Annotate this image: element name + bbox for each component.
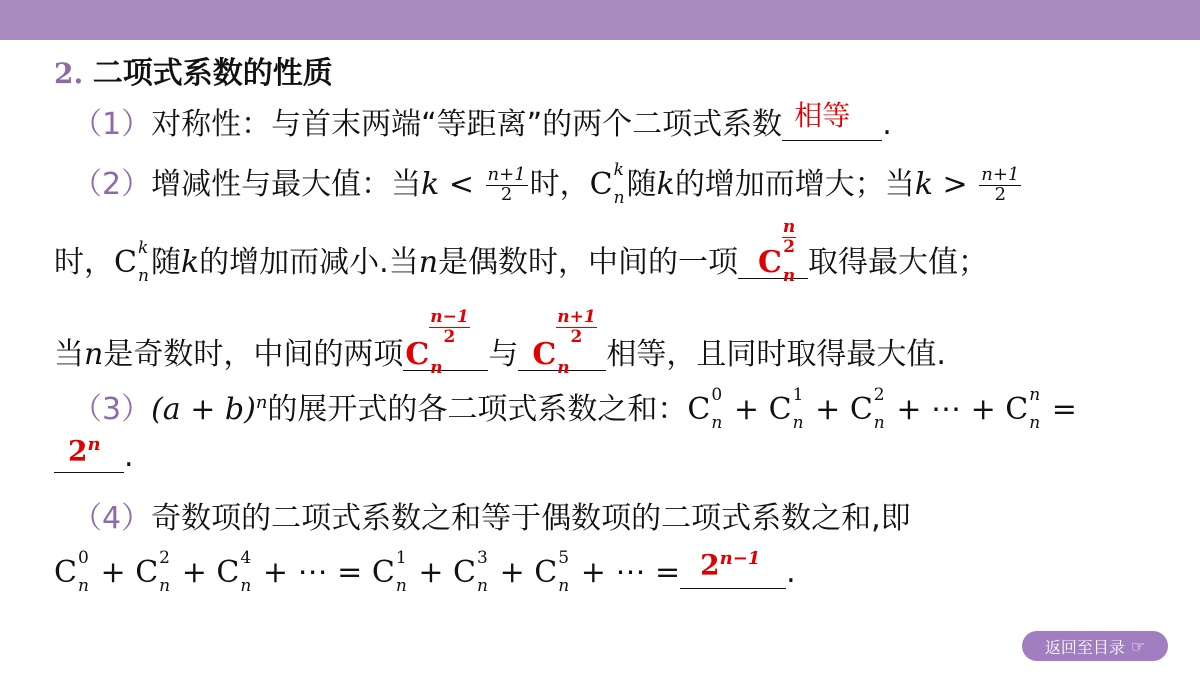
ellipsis: ⋯ (615, 555, 646, 590)
numerator: n−1 (430, 307, 469, 327)
sub: n (137, 266, 149, 286)
text: 奇数项的二项式系数之和等于偶数项的二项式系数之和,即 (151, 501, 911, 536)
sub: n (477, 576, 488, 596)
sup: 0 (77, 548, 89, 568)
fraction-n-plus-1-over-2 (486, 166, 528, 205)
plus: + (100, 555, 126, 590)
property-3-line-1 (72, 385, 1077, 433)
plus: + (580, 555, 606, 590)
fraction-n-plus-1-over-2 (979, 166, 1021, 205)
answer-blank-sum (54, 434, 124, 473)
var-n: n (418, 245, 439, 280)
c: C (1005, 392, 1029, 427)
plus: + (896, 392, 922, 427)
text: 的增加而减小.当 (199, 245, 419, 280)
text: 是奇数时，中间的两项 (103, 337, 404, 372)
property-1 (72, 99, 892, 142)
plus: + (181, 555, 207, 590)
section-title: 二项式系数的性质 (92, 56, 333, 91)
sup: 4 (240, 548, 252, 568)
numerator: n+1 (557, 307, 596, 327)
section-number: 2. (54, 57, 84, 90)
exponent: n−1 (719, 548, 761, 569)
property-3-line-2 (54, 434, 134, 474)
sup: k (137, 238, 149, 258)
sub: n (613, 187, 625, 208)
answer-1: 相等 (794, 99, 851, 132)
pointing-hand-icon: ☞ (1130, 636, 1146, 656)
property-2-line-2 (54, 217, 989, 286)
sup: 3 (477, 548, 488, 568)
sub: n (240, 576, 252, 596)
sup: 0 (711, 385, 723, 405)
var-k: k (421, 166, 440, 202)
sub: n (792, 413, 804, 433)
item-label-4: （4） (72, 501, 152, 536)
text: 的展开式的各二项式系数之和： (267, 392, 688, 427)
sup: 1 (395, 548, 407, 568)
answer-blank-odd-term-a (403, 307, 488, 378)
period: . (786, 555, 796, 590)
c: C (453, 555, 477, 590)
property-4-line-1 (72, 501, 911, 536)
text: 是偶数时，中间的一项 (438, 245, 739, 280)
sup: k (613, 159, 624, 180)
equals: = (1051, 392, 1077, 427)
denominator: 2 (994, 183, 1007, 205)
binomial-c-n-0 (54, 548, 89, 596)
text: 当 (54, 337, 84, 372)
sub: n (77, 576, 89, 596)
base: 2 (700, 548, 720, 582)
c: C (114, 245, 137, 280)
denominator: 2 (570, 326, 583, 347)
superscript-fraction (556, 308, 596, 346)
answer-middle-term (758, 217, 796, 286)
c: C (768, 392, 792, 427)
c: C (216, 555, 240, 590)
c: C (371, 555, 395, 590)
text: 时， (529, 166, 590, 202)
c: C (758, 245, 782, 280)
var-k: k (656, 166, 675, 202)
binomial-c-n-n (1005, 385, 1041, 433)
superscript-fraction (429, 308, 469, 346)
answer-blank-odd-sum (680, 548, 786, 589)
answer-blank-odd-term-b (518, 307, 606, 378)
item-label-3: （3） (72, 392, 152, 427)
exponent: n (255, 392, 268, 413)
sub: n (430, 358, 443, 378)
less-than: < (448, 166, 474, 202)
sup: 2 (159, 548, 170, 568)
c: C (687, 392, 711, 427)
binomial-c-n-4 (216, 548, 252, 596)
back-to-contents-label: 返回至目录 (1044, 637, 1125, 657)
sup: 1 (792, 385, 804, 405)
answer-blank-middle-term (738, 217, 808, 286)
c: C (54, 555, 77, 590)
property-4-line-2 (54, 548, 796, 596)
text: 随 (150, 245, 181, 280)
back-to-contents-button[interactable] (1022, 631, 1168, 661)
sub: n (395, 576, 407, 596)
superscript-fraction (782, 218, 796, 256)
expression-a-plus-b (151, 392, 267, 427)
numerator: n+1 (981, 164, 1020, 185)
property-1-text: 对称性：与首末两端“等距离”的两个二项式系数 (151, 107, 783, 142)
sup: 2 (873, 385, 885, 405)
numerator: n (782, 217, 796, 237)
period: . (882, 107, 892, 142)
binomial-c-n-1 (371, 548, 407, 596)
plus: + (970, 392, 996, 427)
base: 2 (68, 434, 88, 468)
answer-odd-term-a (405, 307, 469, 378)
sup: n (1029, 385, 1041, 405)
plus: + (418, 555, 444, 590)
plus: + (815, 392, 841, 427)
binomial-c-n-2 (135, 548, 171, 596)
answer-sum (68, 434, 101, 468)
sup: 5 (558, 548, 570, 568)
equals: = (655, 555, 681, 590)
text: 增减性与最大值：当 (151, 166, 422, 202)
answer-odd-sum (700, 548, 761, 582)
text: 取得最大值； (808, 245, 989, 280)
binomial-c-n-k (589, 159, 625, 208)
sub: n (159, 576, 171, 596)
denominator: 2 (783, 236, 796, 257)
sub: n (873, 413, 885, 433)
binomial-c-n-3 (453, 548, 488, 596)
equals: = (337, 555, 363, 590)
sub: n (1029, 413, 1041, 433)
plus: + (499, 555, 525, 590)
answer-odd-term-b (532, 307, 596, 378)
item-label-2: （2） (72, 166, 152, 202)
binomial-c-n-1 (768, 385, 804, 433)
c: C (849, 392, 873, 427)
exponent: n (87, 434, 101, 455)
c: C (135, 555, 159, 590)
text: 时， (54, 245, 114, 280)
c: C (534, 555, 558, 590)
text: 相等，且同时取得最大值. (606, 337, 946, 372)
c: C (589, 166, 613, 202)
numerator: n+1 (487, 164, 526, 185)
sub: n (557, 358, 570, 378)
c: C (532, 337, 557, 372)
top-banner (0, 0, 1200, 40)
text: 的增加而增大；当 (674, 166, 915, 202)
period: . (124, 439, 134, 474)
plus: + (733, 392, 760, 427)
text: 与 (488, 337, 519, 372)
binomial-c-n-5 (534, 548, 570, 596)
plus: + (262, 555, 289, 590)
property-2-line-3 (54, 307, 946, 378)
var-k: k (914, 166, 933, 202)
greater-than: > (942, 166, 968, 202)
sub: n (782, 266, 796, 286)
c: C (405, 337, 430, 372)
binomial-c-n-2 (849, 385, 885, 433)
binomial-c-n-0 (687, 385, 723, 433)
section-heading (54, 56, 333, 91)
sub: n (711, 413, 723, 433)
ellipsis: ⋯ (297, 555, 328, 590)
ellipsis: ⋯ (931, 392, 962, 427)
denominator: 2 (443, 326, 456, 347)
expr: (a + b) (151, 392, 256, 427)
text: 随 (626, 166, 657, 202)
denominator: 2 (500, 183, 513, 205)
var-k: k (180, 245, 200, 280)
sub: n (558, 576, 570, 596)
binomial-c-n-k (114, 238, 149, 286)
var-n: n (84, 337, 104, 372)
property-2-line-1 (72, 159, 1023, 208)
item-label-1: （1） (72, 107, 152, 142)
answer-blank-1 (782, 99, 882, 141)
